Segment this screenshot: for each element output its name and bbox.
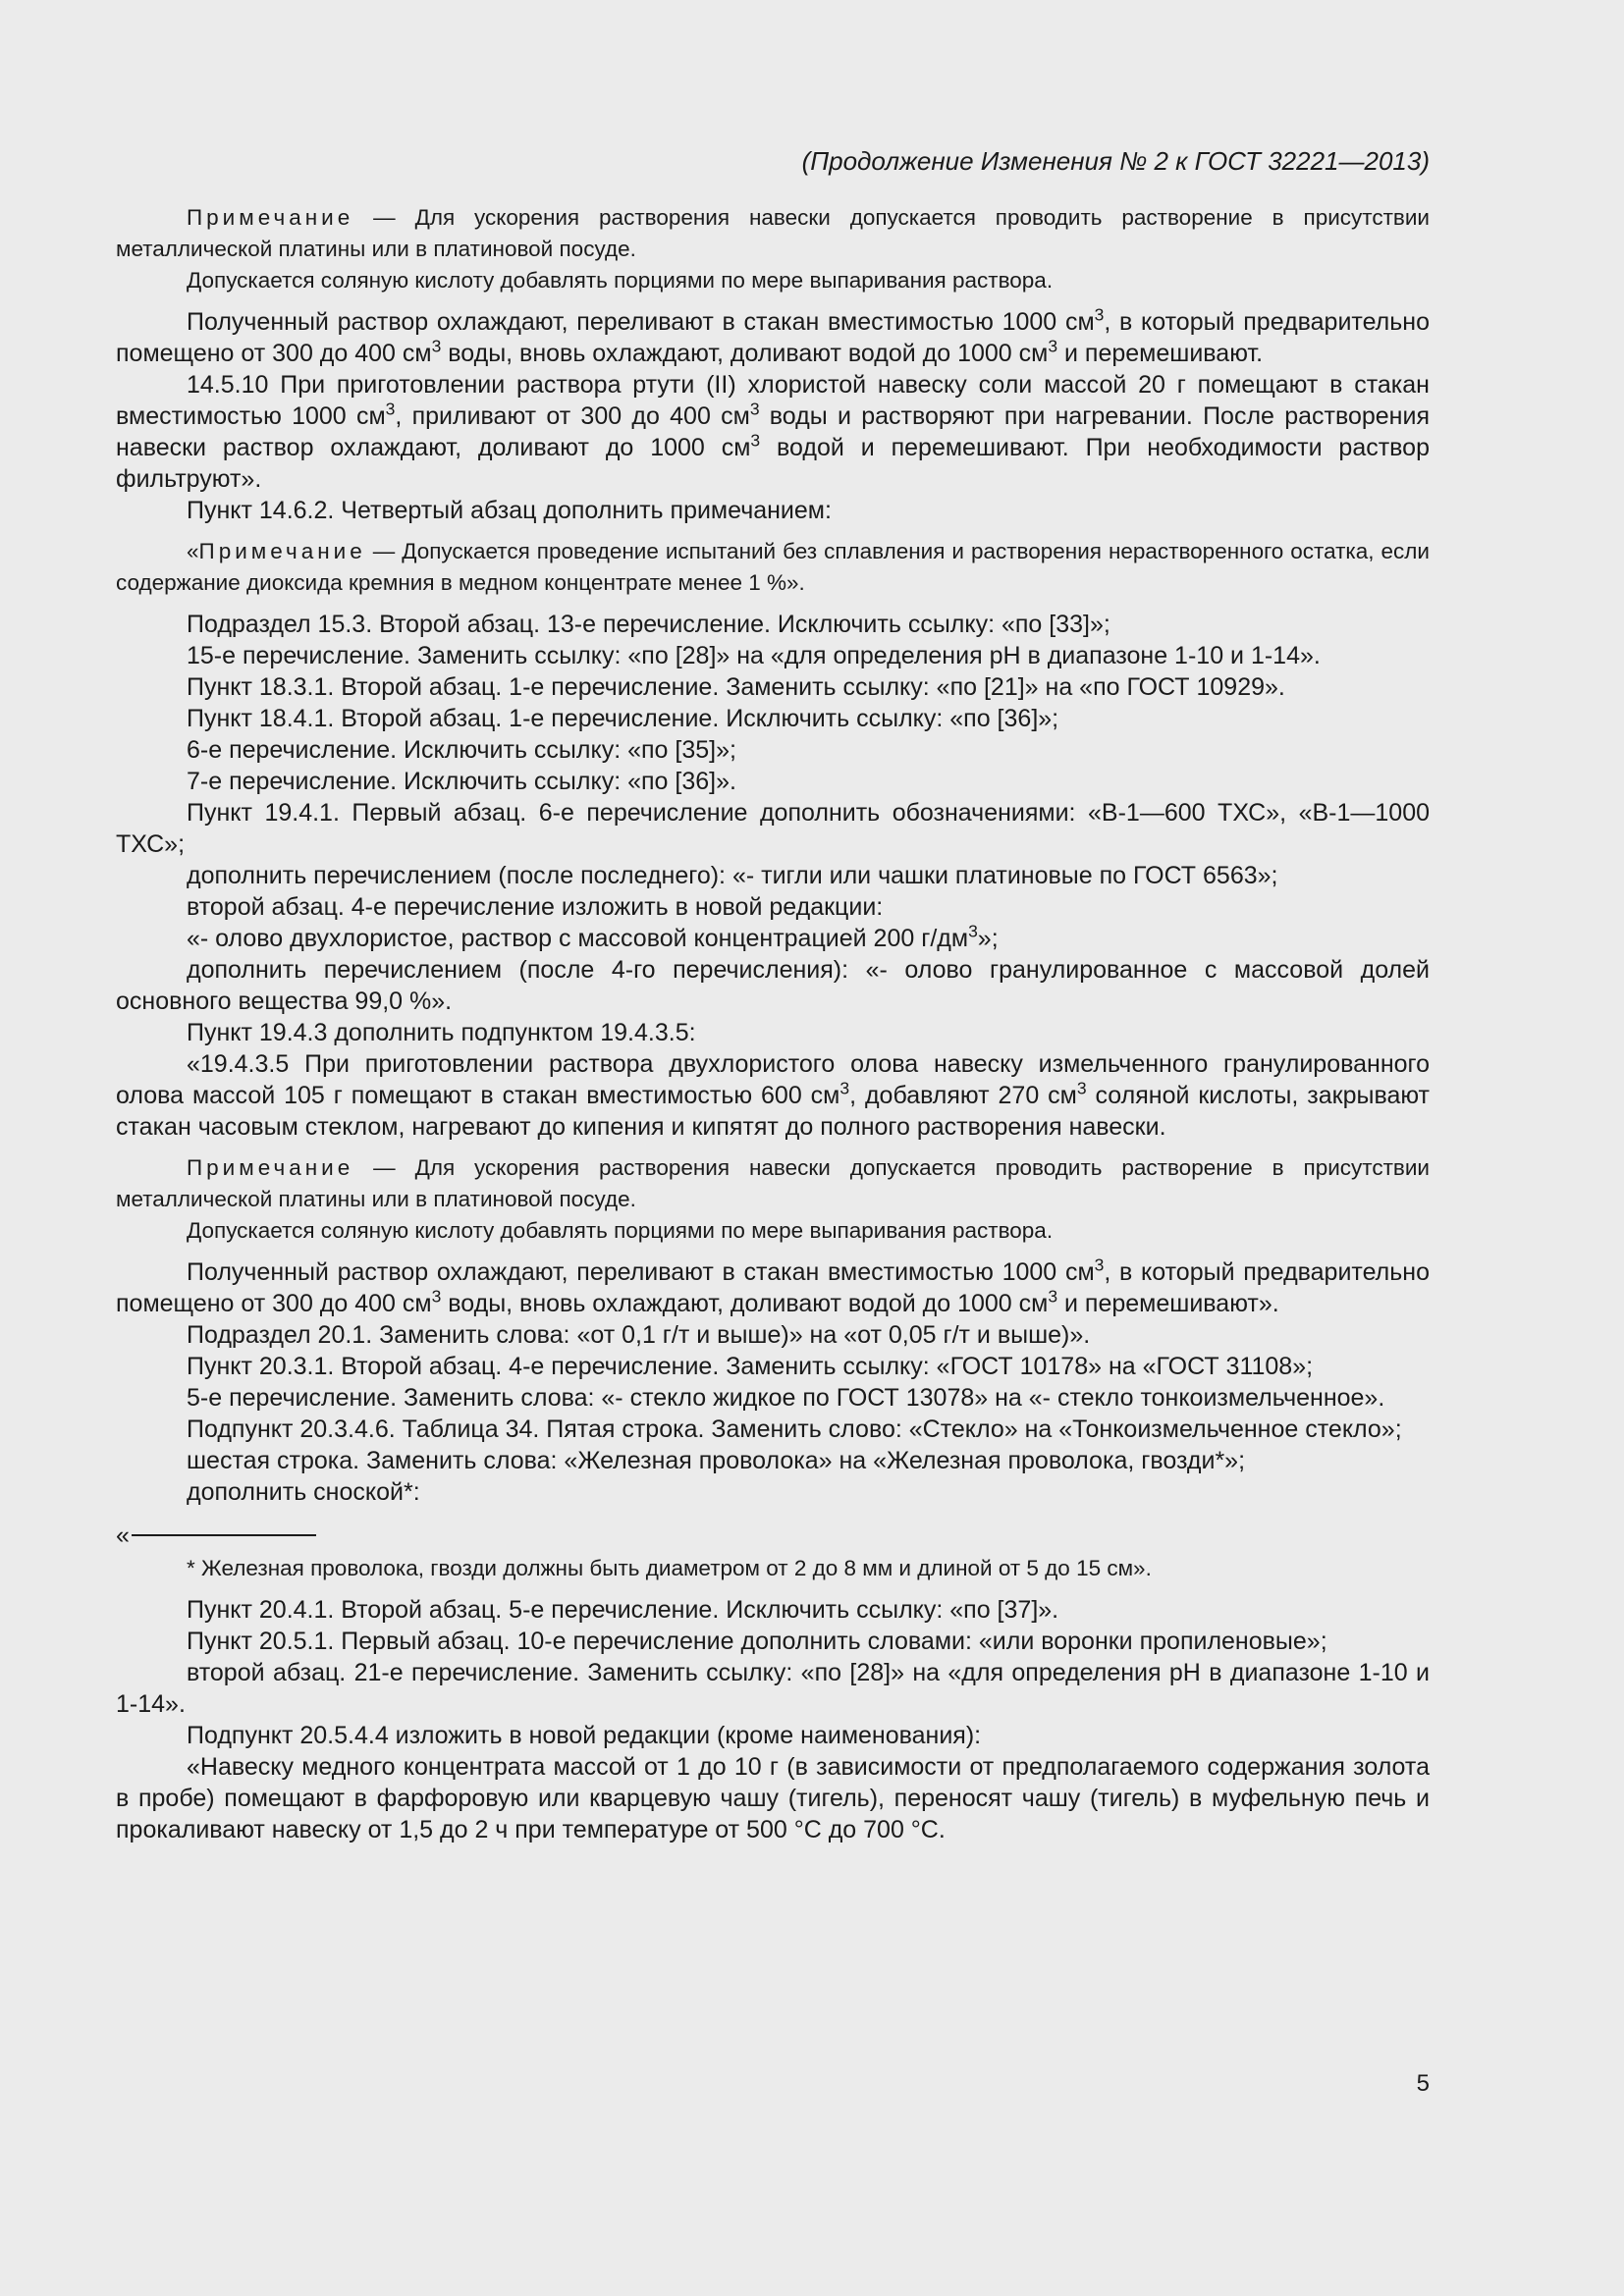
document-page [116, 145, 1430, 1845]
footnote-quote-mark: « [116, 1522, 130, 1549]
paragraph: дополнить перечислением (после 4-го перечисления): «- олово гранулированное с массовой долей основного вещества 99,0 %». [116, 956, 1430, 1015]
footnote-rule [132, 1534, 316, 1536]
paragraph: второй абзац. 21-е перечисление. Заменить ссылку: «по [28]» на «для определения pH в диапазоне 1-10 и 1-14». [116, 1659, 1430, 1718]
paragraph: Пункт 14.6.2. Четвертый абзац дополнить примечанием: [187, 497, 832, 524]
paragraph: 14.5.10 При приготовлении раствора ртути (II) хлористой навеску соли массой 20 г помещают в стакан вместимостью 1000 $см^3$, приливают от 300 до 400 $см^3$ воды и растворяют при нагревании. После растворения навески раствор охлаждают, доливают до 1000 $см^3$ водой и перемешивают. При необходимости раствор фильтруют». [116, 371, 1430, 493]
paragraph: 6-е перечисление. Исключить ссылку: «по [35]»; [187, 736, 736, 764]
paragraph: Подпункт 20.5.4.4 изложить в новой редакции (кроме наименования): [187, 1722, 982, 1749]
paragraph: «19.4.3.5 При приготовлении раствора двухлористого олова навеску измельченного гранулированного олова массой 105 г помещают в стакан вместимостью 600 $см^3$, добавляют 270 $см^3$ соляной кислоты, закрывают стакан часовым стеклом, нагревают до кипения и кипятят до полного растворения навески. [116, 1050, 1431, 1141]
paragraph: шестая строка. Заменить слова: «Железная проволока» на «Железная проволока, гвозди*»; [187, 1447, 1246, 1474]
note-label: Примечание [198, 539, 366, 563]
paragraph: дополнить перечислением (после последнего): «- тигли или чашки платиновые по ГОСТ 6563»; [187, 862, 1278, 889]
footnote-text: * Железная проволока, гвозди должны быть диаметром от 2 до 8 мм и длиной от 5 до 15 см». [187, 1556, 1152, 1580]
paragraph: Подраздел 20.1. Заменить слова: «от 0,1 г/т и выше)» на «от 0,05 г/т и выше)». [187, 1321, 1091, 1349]
paragraph: дополнить сноской*: [187, 1478, 420, 1506]
paragraph: Пункт 18.4.1. Второй абзац. 1-е перечисление. Исключить ссылку: «по [36]»; [187, 705, 1059, 732]
paragraph: 7-е перечисление. Исключить ссылку: «по [36]». [187, 768, 736, 795]
note-paragraph: Примечание — Для ускорения растворения навески допускается проводить растворение в присутствии металлической платины или в платиновой посуде. [116, 1155, 1430, 1211]
continuation-header: (Продолжение Изменения № 2 к ГОСТ 32221—2013) [801, 146, 1430, 176]
paragraph: Полученный раствор охлаждают, переливают в стакан вместимостью 1000 $см^3$, в который предварительно помещено от 300 до 400 $см^3$ воды, вновь охлаждают, доливают водой до 1000 $см^3$ и перемешивают». [116, 1255, 1430, 1317]
paragraph: второй абзац. 4-е перечисление изложить в новой редакции: [187, 893, 884, 921]
paragraph: Пункт 19.4.3 дополнить подпунктом 19.4.3.5: [187, 1019, 696, 1046]
paragraph: Полученный раствор охлаждают, переливают в стакан вместимостью 1000 $см^3$, в который предварительно помещено от 300 до 400 $см^3$ воды, вновь охлаждают, доливают водой до 1000 $см^3$ и перемешивают. [116, 304, 1430, 367]
paragraph: Пункт 20.3.1. Второй абзац. 4-е перечисление. Заменить ссылку: «ГОСТ 10178» на «ГОСТ 31108»; [187, 1353, 1314, 1380]
paragraph: 15-е перечисление. Заменить ссылку: «по [28]» на «для определения pH в диапазоне 1-10 и 1-14». [187, 642, 1321, 669]
footnote-separator [116, 1520, 1430, 1551]
paragraph: Пункт 20.4.1. Второй абзац. 5-е перечисление. Исключить ссылку: «по [37]». [187, 1596, 1059, 1624]
paragraph: Подпункт 20.3.4.6. Таблица 34. Пятая строка. Заменить слово: «Стекло» на «Тонкоизмельченное стекло»; [187, 1415, 1402, 1443]
note-label: Примечание [187, 205, 354, 230]
paragraph: «- олово двухлористое, раствор с массовой концентрацией 200 $г/дм^3$»; [187, 921, 999, 952]
note-paragraph-line2: Допускается соляную кислоту добавлять порциями по мере выпаривания раствора. [187, 268, 1054, 293]
page-number: 5 [1416, 2070, 1430, 2097]
paragraph: Пункт 19.4.1. Первый абзац. 6-е перечисление дополнить обозначениями: «В-1—600 ТХС», «В-1—1000 ТХС»; [116, 799, 1430, 858]
paragraph: Подраздел 15.3. Второй абзац. 13-е перечисление. Исключить ссылку: «по [33]»; [187, 611, 1110, 638]
note-paragraph: «Примечание — Допускается проведение испытаний без сплавления и растворения нерастворенного остатка, если содержание диоксида кремния в медном концентрате менее 1 %». [116, 539, 1430, 595]
paragraph: 5-е перечисление. Заменить слова: «- стекло жидкое по ГОСТ 13078» на «- стекло тонкоизмельченное». [187, 1384, 1385, 1412]
paragraph: Пункт 20.5.1. Первый абзац. 10-е перечисление дополнить словами: «или воронки пропиленовые»; [187, 1628, 1327, 1655]
note-label: Примечание [187, 1155, 354, 1180]
paragraph: Пункт 18.3.1. Второй абзац. 1-е перечисление. Заменить ссылку: «по [21]» на «по ГОСТ 10929». [187, 673, 1285, 701]
paragraph: «Навеску медного концентрата массой от 1 до 10 г (в зависимости от предполагаемого содержания золота в пробе) помещают в фарфоровую или кварцевую чашу (тигель), переносят чашу (тигель) в муфельную печь и прокаливают навеску от 1,5 до 2 ч при температуре от 500 °С до 700 °С. [116, 1753, 1430, 1843]
note-paragraph: Примечание — Для ускорения растворения навески допускается проводить растворение в присутствии металлической платины или в платиновой посуде. [116, 205, 1430, 261]
note-paragraph-line2: Допускается соляную кислоту добавлять порциями по мере выпаривания раствора. [187, 1218, 1054, 1243]
